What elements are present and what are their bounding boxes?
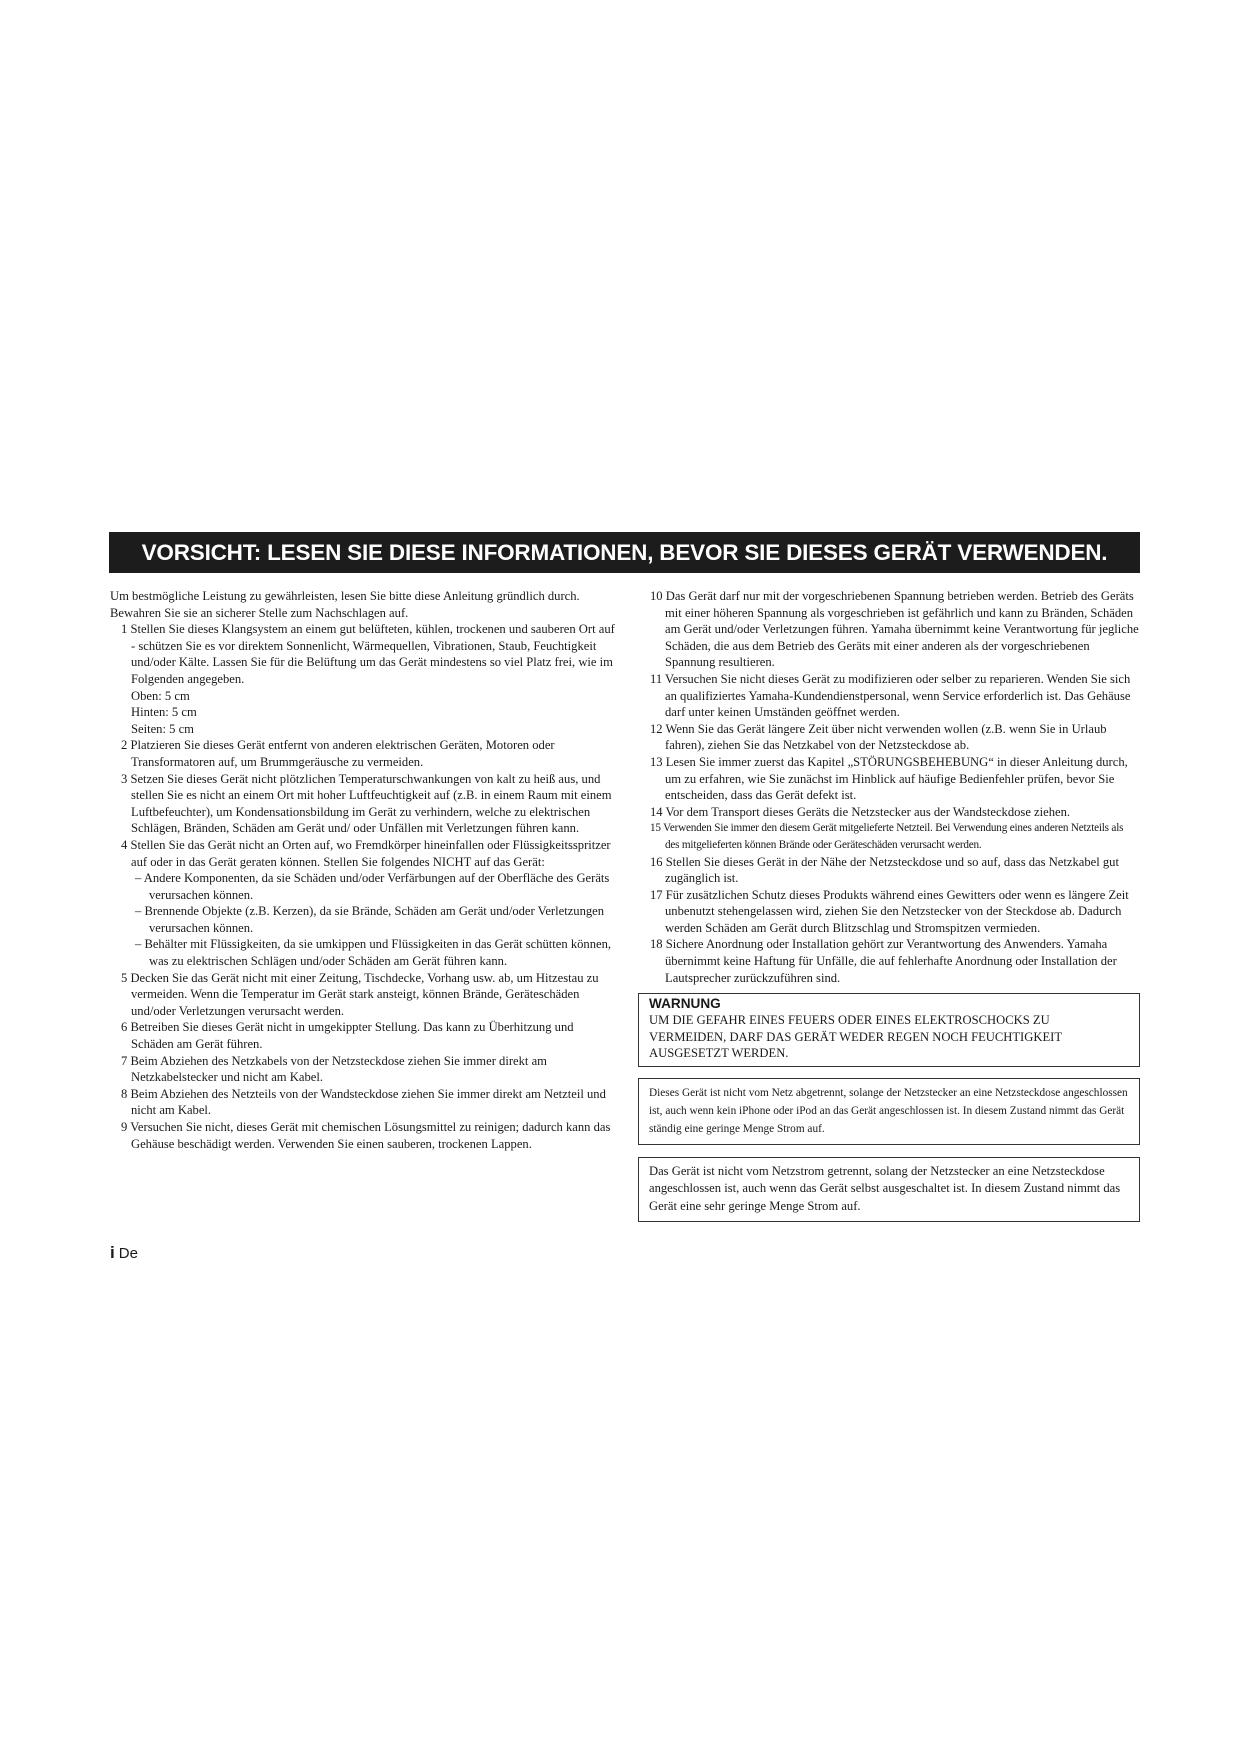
- instruction-item-6: 6 Betreiben Sie dieses Gerät nicht in umgekippter Stellung. Das kann zu Überhitzung und Schäden am Gerät führen.: [121, 1020, 574, 1052]
- instruction-item-5: 5 Decken Sie das Gerät nicht mit einer Zeitung, Tischdecke, Vorhang usw. ab, um Hitzestau zu vermeiden. Wenn die Temperatur im Gerät stark ansteigt, können Brände, Geräteschäden und/oder Verletzungen verursacht werden.: [121, 970, 599, 1018]
- instruction-item-9: 9 Versuchen Sie nicht, dieses Gerät mit chemischen Lösungsmittel zu reinigen; dadurch kann das Gehäuse beschädigt werden. Verwenden Sie einen sauberen, trockenen Lappen.: [121, 1120, 611, 1151]
- instruction-item-15: 15 Verwenden Sie immer den diesem Gerät mitgelieferte Netzteil. Bei Verwendung eines anderen Netzteils als des mitgelieferten können Brände oder Geräteschäden verursacht werden.: [650, 822, 1124, 851]
- instruction-item-8: 8 Beim Abziehen des Netzteils von der Wandsteckdose ziehen Sie immer direkt am Netzteil und nicht am Kabel.: [121, 1086, 606, 1118]
- instruction-item-14: 14 Vor dem Transport dieses Geräts die Netzstecker aus der Wandsteckdose ziehen.: [650, 804, 1071, 819]
- instruction-item-4-components: – Andere Komponenten, da sie Schäden und/oder Verfärbungen auf der Oberfläche des Geräts verursachen können.: [135, 871, 610, 902]
- instruction-item-3: 3 Setzen Sie dieses Gerät nicht plötzlichen Temperaturschwankungen von kalt zu heiß aus, und stellen Sie es nicht an einem Ort mit hoher Luftfeuchtigkeit auf (z.B. in einem Raum mit einem Luftbefeuchter), um Kondensationsbildung im Gerät zu verhindern, welche zu elektrischen Schlägen, Bränden, Schäden am Gerät und/ oder Unfällen mit Verletzungen führen kann.: [121, 771, 612, 836]
- warning-title: WARNUNG: [649, 996, 721, 1012]
- intro-paragraph: Um bestmögliche Leistung zu gewährleisten, lesen Sie bitte diese Anleitung gründlich durch. Bewahren Sie sie an sicherer Stelle zum Nachschlagen auf.: [110, 589, 580, 620]
- instruction-item-4-liquids: – Behälter mit Flüssigkeiten, da sie umkippen und Flüssigkeiten in das Gerät schütten können, was zu elektrischen Schlägen und/oder Schäden am Gerät führen kann.: [135, 937, 612, 969]
- instruction-item-10: 10 Das Gerät darf nur mit der vorgeschriebenen Spannung betrieben werden. Betrieb des Geräts mit einer höheren Spannung als vorgeschrieben ist gefährlich und kann zu Bränden, Schäden am Gerät und/oder Verletzungen führen. Yamaha übernimmt keine Verantwortung für jegliche Schäden, die aus dem Betrieb des Geräts mit einer anderen als der vorgeschriebenen Spannung resultieren.: [650, 589, 1139, 670]
- instruction-item-17: 17 Für zusätzlichen Schutz dieses Produkts während eines Gewitters oder wenn es längere Zeit unbenutzt stehengelassen wird, ziehen Sie den Netzstecker von der Steckdose ab. Dadurch werden Schäden am Gerät durch Blitzschlag und Stromspitzen vermieden.: [650, 887, 1129, 935]
- page-number: i: [110, 1243, 115, 1262]
- instruction-item-7: 7 Beim Abziehen des Netzkabels von der Netzsteckdose ziehen Sie immer direkt am Netzkabelstecker und nicht am Kabel.: [121, 1053, 547, 1085]
- instruction-item-1: 1 Stellen Sie dieses Klangsystem an einem gut belüfteten, kühlen, trockenen und sauberen Ort auf - schützen Sie es vor direktem Sonnenlicht, Wärmequellen, Vibrationen, Staub, Feuchtigkeit und/oder Kälte. Lassen Sie für die Belüftung um das Gerät mindestens so viel Platz frei, wie im Folgenden angegeben.: [121, 622, 615, 686]
- caution-banner: VORSICHT: LESEN SIE DIESE INFORMATIONEN, BEVOR SIE DIESES GERÄT VERWENDEN.: [109, 532, 1140, 573]
- warning-text: UM DIE GEFAHR EINES FEUERS ODER EINES ELEKTROSCHOCKS ZU VERMEIDEN, DARF DAS GERÄT WEDER REGEN NOCH FEUCHTIGKEIT AUSGESETZT WERDEN.: [649, 1013, 1062, 1061]
- instruction-item-16: 16 Stellen Sie dieses Gerät in der Nähe der Netzsteckdose und so auf, dass das Netzkabel gut zugänglich ist.: [650, 854, 1119, 886]
- page-footer: [110, 1244, 138, 1263]
- standby-note-power: Das Gerät ist nicht vom Netzstrom getrennt, solang der Netzstecker an eine Netzsteckdose angeschlossen ist, auch wenn das Gerät selbst ausgeschaltet ist. In diesem Zustand nimmt das Gerät eine sehr geringe Menge Strom auf.: [638, 1157, 1140, 1222]
- clearance-back: Hinten: 5 cm: [131, 705, 197, 720]
- instruction-item-13: 13 Lesen Sie immer zuerst das Kapitel „STÖRUNGSBEHEBUNG“ in dieser Anleitung durch, um zu erfahren, wie Sie zunächst im Hinblick auf häufige Bedienfehler prüfen, bevor Sie entscheiden, dass das Gerät defekt ist.: [650, 754, 1128, 803]
- left-column: [110, 588, 616, 1152]
- clearance-sides: Seiten: 5 cm: [131, 721, 194, 736]
- instruction-item-2: 2 Platzieren Sie dieses Gerät entfernt von anderen elektrischen Geräten, Motoren oder Transformatoren auf, um Brummgeräusche zu vermeiden.: [121, 738, 555, 769]
- clearance-top: Oben: 5 cm: [131, 688, 190, 703]
- warning-box: [638, 993, 1140, 1067]
- instruction-item-11: 11 Versuchen Sie nicht dieses Gerät zu modifizieren oder selber zu reparieren. Wenden Sie sich an qualifiziertes Yamaha-Kundendienstpersonal, wenn Service erforderlich ist. Das Gehäuse darf unter keinen Umständen geöffnet werden.: [650, 671, 1131, 720]
- instruction-item-4: 4 Stellen Sie das Gerät nicht an Orten auf, wo Fremdkörper hineinfallen oder Flüssigkeitsspritzer auf oder in das Gerät geraten können. Stellen Sie folgendes NICHT auf das Gerät:: [121, 837, 611, 869]
- language-code: De: [118, 1245, 138, 1262]
- right-column: [638, 588, 1140, 1222]
- instruction-item-12: 12 Wenn Sie das Gerät längere Zeit über nicht verwenden wollen (z.B. wenn Sie in Urlaub fahren), ziehen Sie das Netzkabel von der Netzsteckdose ab.: [650, 721, 1107, 753]
- instruction-item-4-burning-objects: – Brennende Objekte (z.B. Kerzen), da sie Brände, Schäden am Gerät und/oder Verletzungen verursachen können.: [135, 904, 605, 935]
- instruction-item-18: 18 Sichere Anordnung oder Installation gehört zur Verantwortung des Anwenders. Yamaha übernimmt keine Haftung für Unfälle, die auf fehlerhafte Anordnung oder Installation der Lautsprecher zurückzuführen sind.: [650, 937, 1117, 985]
- standby-note-iphone: Dieses Gerät ist nicht vom Netz abgetrennt, solange der Netzstecker an eine Netzsteckdose angeschlossen ist, auch wenn kein iPhone oder iPod an das Gerät angeschlossen ist. In diesem Zustand nimmt das Gerät ständig eine geringe Menge Strom auf.: [638, 1078, 1140, 1145]
